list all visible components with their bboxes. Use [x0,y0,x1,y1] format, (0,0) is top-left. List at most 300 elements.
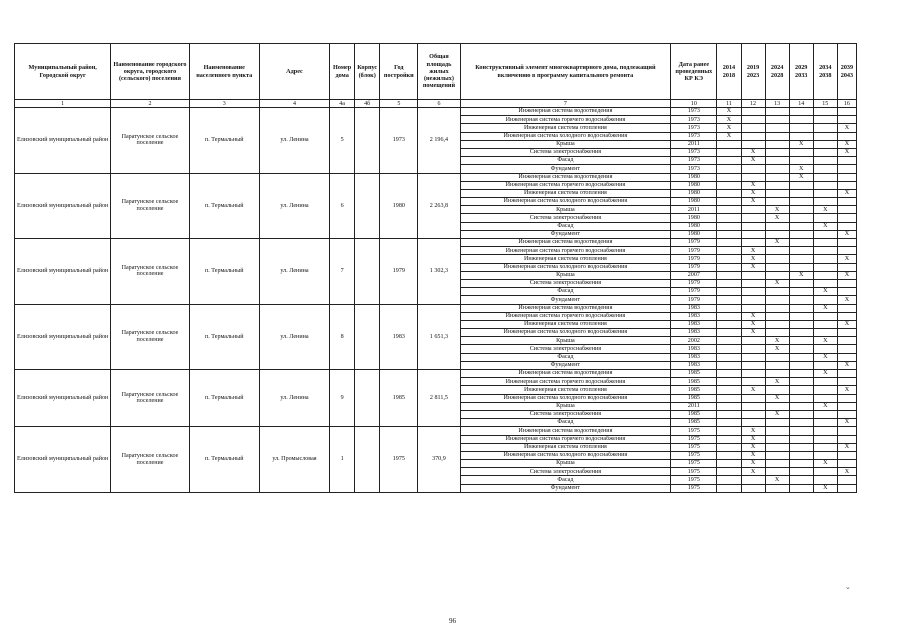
period-mark-p4: X [789,165,813,173]
kr-date: 1985 [671,386,717,394]
kr-date: 1975 [671,435,717,443]
period-mark-p4 [789,345,813,353]
period-mark-p3 [765,173,789,181]
building-address: ул. Ленина [259,173,329,239]
building-block [15,370,857,427]
column-number: 13 [765,100,789,108]
building-address: ул. Ленина [259,304,329,370]
period-mark-p1 [717,361,741,369]
period-mark-p1 [717,378,741,386]
header-house: Номер дома [330,44,355,100]
period-mark-p6: X [837,296,856,304]
building-address: ул. Ленина [259,108,329,174]
period-mark-p5: X [813,370,837,378]
period-mark-p3: X [765,410,789,418]
period-mark-p3 [765,189,789,197]
column-number: 10 [671,100,717,108]
element-name: Инженерная система горячего водоснабжения [460,312,671,320]
period-mark-p5 [813,247,837,255]
kr-date: 1973 [671,108,717,116]
period-mark-p2 [741,239,765,247]
period-mark-p2 [741,108,765,116]
period-mark-p1 [717,230,741,238]
building-area: 1 302,3 [418,239,460,305]
period-mark-p2 [741,353,765,361]
period-mark-p3 [765,132,789,140]
period-mark-p2 [741,345,765,353]
period-mark-p6: X [837,468,856,476]
period-mark-p6 [837,337,856,345]
period-mark-p4 [789,239,813,247]
period-mark-p3 [765,435,789,443]
period-mark-p2 [741,476,765,484]
period-mark-p1 [717,443,741,451]
period-mark-p5 [813,132,837,140]
period-mark-p1: X [717,116,741,124]
kr-date: 1980 [671,189,717,197]
period-mark-p6 [837,165,856,173]
period-mark-p2: X [741,468,765,476]
period-mark-p3: X [765,239,789,247]
building-area: 1 651,3 [418,304,460,370]
period-mark-p1 [717,386,741,394]
period-mark-p3 [765,370,789,378]
period-mark-p5: X [813,337,837,345]
period-mark-p4 [789,361,813,369]
element-name: Система электроснабжения [460,279,671,287]
building-district: Елизовский муниципальный район [15,370,111,427]
element-name: Инженерная система холодного водоснабжения [460,451,671,459]
period-mark-p1 [717,476,741,484]
period-mark-p6 [837,394,856,402]
period-mark-p1 [717,353,741,361]
kr-date: 1979 [671,288,717,296]
element-name: Инженерная система холодного водоснабжения [460,394,671,402]
period-mark-p2 [741,140,765,148]
period-mark-p1 [717,320,741,328]
period-mark-p3 [765,460,789,468]
period-mark-p5 [813,476,837,484]
building-block [15,108,857,174]
period-mark-p3 [765,484,789,492]
period-mark-p5 [813,378,837,386]
header-period-6: 2039 2043 [837,44,856,100]
building-settlement: Паратунское сельское поселение [111,304,189,370]
period-mark-p2: X [741,320,765,328]
period-mark-p3 [765,320,789,328]
element-name: Инженерная система водоотведения [460,370,671,378]
building-settlement: Паратунское сельское поселение [111,239,189,305]
period-mark-p3 [765,255,789,263]
period-mark-p2 [741,288,765,296]
period-mark-p5 [813,329,837,337]
element-name: Фасад [460,419,671,427]
period-mark-p6: X [837,230,856,238]
building-block [15,239,857,305]
period-mark-p4 [789,148,813,156]
period-mark-p3 [765,451,789,459]
kr-date: 1975 [671,451,717,459]
period-mark-p1 [717,173,741,181]
column-number: 1 [15,100,111,108]
period-mark-p5 [813,427,837,435]
kr-date: 1983 [671,345,717,353]
period-mark-p5 [813,124,837,132]
period-mark-p3 [765,165,789,173]
period-mark-p5 [813,140,837,148]
period-mark-p2 [741,378,765,386]
element-name: Крыша [460,402,671,410]
period-mark-p1 [717,279,741,287]
period-mark-p3: X [765,206,789,214]
period-mark-p2: X [741,435,765,443]
header-period-1: 2014 2018 [717,44,741,100]
header-element: Конструктивный элемент многоквартирного дома, подлежащий включению в программу капитального ремонта [460,44,671,100]
period-mark-p5: X [813,460,837,468]
period-mark-p1: X [717,132,741,140]
header-period-5: 2034 2038 [813,44,837,100]
header-period-2: 2019 2023 [741,44,765,100]
element-name: Фундамент [460,296,671,304]
period-mark-p4 [789,214,813,222]
period-mark-p5: X [813,206,837,214]
kr-date: 2011 [671,206,717,214]
kr-date: 1985 [671,410,717,418]
period-mark-p4 [789,230,813,238]
period-mark-p1 [717,148,741,156]
period-mark-p3 [765,230,789,238]
header-period-4: 2029 2033 [789,44,813,100]
building-house: 7 [330,239,355,305]
kr-date: 1983 [671,304,717,312]
period-mark-p4 [789,124,813,132]
period-mark-p4 [789,476,813,484]
period-mark-p2: X [741,198,765,206]
header-area: Общая площадь жилых (нежилых) помещений [418,44,460,100]
period-mark-p3 [765,312,789,320]
period-mark-p3 [765,427,789,435]
building-locality: п. Термальный [189,173,259,239]
period-mark-p1 [717,214,741,222]
period-mark-p6: X [837,320,856,328]
element-name: Инженерная система холодного водоснабжения [460,132,671,140]
period-mark-p3 [765,288,789,296]
period-mark-p5 [813,419,837,427]
kr-date: 1979 [671,247,717,255]
kr-date: 1983 [671,329,717,337]
period-mark-p2 [741,132,765,140]
period-mark-p1 [717,370,741,378]
period-mark-p3 [765,419,789,427]
kr-date: 1983 [671,320,717,328]
period-mark-p2 [741,337,765,345]
period-mark-p3 [765,386,789,394]
element-name: Система электроснабжения [460,468,671,476]
period-mark-p2: X [741,263,765,271]
header-address: Адрес [259,44,329,100]
period-mark-p2 [741,484,765,492]
period-mark-p4 [789,468,813,476]
kr-date: 1973 [671,157,717,165]
building-settlement: Паратунское сельское поселение [111,427,189,493]
kr-date: 1980 [671,222,717,230]
period-mark-p2 [741,304,765,312]
period-mark-p4 [789,108,813,116]
period-mark-p4 [789,181,813,189]
kr-date: 1979 [671,239,717,247]
period-mark-p6 [837,353,856,361]
period-mark-p5 [813,386,837,394]
element-name: Фасад [460,476,671,484]
element-name: Инженерная система отопления [460,386,671,394]
period-mark-p3 [765,329,789,337]
element-name: Крыша [460,271,671,279]
period-mark-p2 [741,394,765,402]
period-mark-p5 [813,312,837,320]
period-mark-p4 [789,337,813,345]
column-number: 4 [259,100,329,108]
kr-date: 1975 [671,427,717,435]
kr-date: 1973 [671,165,717,173]
kr-date: 1980 [671,198,717,206]
kr-date: 1973 [671,116,717,124]
building-year: 1980 [380,173,418,239]
period-mark-p5 [813,189,837,197]
kr-date: 2002 [671,337,717,345]
period-mark-p4 [789,427,813,435]
period-mark-p3: X [765,394,789,402]
kr-date: 1985 [671,419,717,427]
period-mark-p3: X [765,337,789,345]
capital-repair-table [14,43,857,493]
scan-mark: ⌄ [845,583,851,591]
element-name: Крыша [460,460,671,468]
period-mark-p6: X [837,271,856,279]
element-name: Система электроснабжения [460,410,671,418]
element-name: Инженерная система горячего водоснабжения [460,435,671,443]
period-mark-p6 [837,108,856,116]
period-mark-p5 [813,198,837,206]
period-mark-p4 [789,288,813,296]
building-block [15,427,857,493]
period-mark-p2 [741,402,765,410]
period-mark-p5 [813,451,837,459]
element-name: Инженерная система отопления [460,124,671,132]
period-mark-p6 [837,132,856,140]
kr-date: 1979 [671,255,717,263]
element-name: Фундамент [460,361,671,369]
period-mark-p1 [717,198,741,206]
period-mark-p2 [741,271,765,279]
building-district: Елизовский муниципальный район [15,427,111,493]
header-kr-date: Дата ранее проведенных КР КЭ [671,44,717,100]
period-mark-p4 [789,484,813,492]
period-mark-p1 [717,165,741,173]
kr-date: 1975 [671,443,717,451]
period-mark-p5 [813,279,837,287]
period-mark-p3 [765,443,789,451]
kr-date: 1975 [671,468,717,476]
period-mark-p3 [765,271,789,279]
building-district: Елизовский муниципальный район [15,239,111,305]
kr-date: 1973 [671,148,717,156]
period-mark-p1 [717,239,741,247]
period-mark-p4 [789,435,813,443]
period-mark-p5 [813,181,837,189]
element-name: Инженерная система горячего водоснабжения [460,181,671,189]
period-mark-p5 [813,296,837,304]
period-mark-p2 [741,206,765,214]
period-mark-p2 [741,173,765,181]
building-block [355,108,380,174]
header-locality: Наименование населенного пункта [189,44,259,100]
element-name: Инженерная система горячего водоснабжения [460,378,671,386]
period-mark-p3 [765,140,789,148]
building-locality: п. Термальный [189,108,259,174]
period-mark-p6 [837,247,856,255]
element-name: Система электроснабжения [460,345,671,353]
period-mark-p1 [717,402,741,410]
period-mark-p1 [717,140,741,148]
building-year: 1973 [380,108,418,174]
table-row [15,239,857,247]
kr-date: 1979 [671,296,717,304]
element-name: Крыша [460,337,671,345]
element-name: Инженерная система горячего водоснабжения [460,247,671,255]
element-name: Фасад [460,222,671,230]
period-mark-p4 [789,353,813,361]
period-mark-p1 [717,337,741,345]
building-block [355,239,380,305]
column-number: 16 [837,100,856,108]
period-mark-p1 [717,263,741,271]
period-mark-p5: X [813,222,837,230]
period-mark-p2: X [741,427,765,435]
period-mark-p3 [765,353,789,361]
table-header [15,44,857,108]
building-house: 6 [330,173,355,239]
period-mark-p6: X [837,255,856,263]
building-year: 1985 [380,370,418,427]
building-block [355,173,380,239]
period-mark-p3 [765,402,789,410]
period-mark-p5 [813,173,837,181]
column-number: 14 [789,100,813,108]
period-mark-p4 [789,247,813,255]
period-mark-p5 [813,271,837,279]
element-name: Инженерная система холодного водоснабжения [460,263,671,271]
period-mark-p4 [789,255,813,263]
period-mark-p2 [741,370,765,378]
period-mark-p4 [789,304,813,312]
period-mark-p1 [717,410,741,418]
period-mark-p2: X [741,255,765,263]
period-mark-p5: X [813,353,837,361]
column-number: 4а [330,100,355,108]
period-mark-p5: X [813,402,837,410]
period-mark-p4 [789,320,813,328]
building-block [15,173,857,239]
element-name: Инженерная система отопления [460,255,671,263]
element-name: Крыша [460,140,671,148]
element-name: Фундамент [460,230,671,238]
period-mark-p5 [813,108,837,116]
column-number: 12 [741,100,765,108]
period-mark-p1 [717,419,741,427]
building-address: ул. Ленина [259,239,329,305]
period-mark-p4 [789,402,813,410]
period-mark-p6 [837,476,856,484]
building-block [355,370,380,427]
period-mark-p4 [789,132,813,140]
period-mark-p5 [813,239,837,247]
building-locality: п. Термальный [189,370,259,427]
period-mark-p1 [717,329,741,337]
period-mark-p5 [813,165,837,173]
period-mark-p1 [717,189,741,197]
period-mark-p4 [789,296,813,304]
element-name: Инженерная система отопления [460,189,671,197]
period-mark-p3 [765,468,789,476]
building-address: ул. Ленина [259,370,329,427]
period-mark-p3: X [765,476,789,484]
building-settlement: Паратунское сельское поселение [111,173,189,239]
element-name: Инженерная система отопления [460,320,671,328]
period-mark-p6: X [837,419,856,427]
element-name: Инженерная система водоотведения [460,304,671,312]
element-name: Инженерная система водоотведения [460,173,671,181]
period-mark-p1 [717,181,741,189]
period-mark-p1 [717,206,741,214]
period-mark-p6 [837,370,856,378]
kr-date: 2011 [671,140,717,148]
period-mark-p6 [837,410,856,418]
period-mark-p2 [741,279,765,287]
building-locality: п. Термальный [189,304,259,370]
period-mark-p3 [765,296,789,304]
kr-date: 1975 [671,460,717,468]
period-mark-p4: X [789,140,813,148]
table-row [15,370,857,378]
period-mark-p6 [837,484,856,492]
kr-date: 1973 [671,132,717,140]
period-mark-p3: X [765,345,789,353]
building-house: 1 [330,427,355,493]
period-mark-p5 [813,410,837,418]
element-name: Фасад [460,157,671,165]
period-mark-p6 [837,239,856,247]
period-mark-p6: X [837,386,856,394]
period-mark-p1 [717,460,741,468]
period-mark-p6 [837,312,856,320]
element-name: Инженерная система отопления [460,443,671,451]
column-number: 15 [813,100,837,108]
element-name: Инженерная система водоотведения [460,108,671,116]
period-mark-p4 [789,206,813,214]
period-mark-p2: X [741,189,765,197]
period-mark-p3 [765,181,789,189]
period-mark-p1 [717,345,741,353]
period-mark-p4 [789,370,813,378]
period-mark-p2: X [741,148,765,156]
period-mark-p5 [813,263,837,271]
element-name: Фасад [460,353,671,361]
period-mark-p3: X [765,279,789,287]
period-mark-p2 [741,361,765,369]
period-mark-p2 [741,124,765,132]
period-mark-p3 [765,247,789,255]
period-mark-p3 [765,263,789,271]
